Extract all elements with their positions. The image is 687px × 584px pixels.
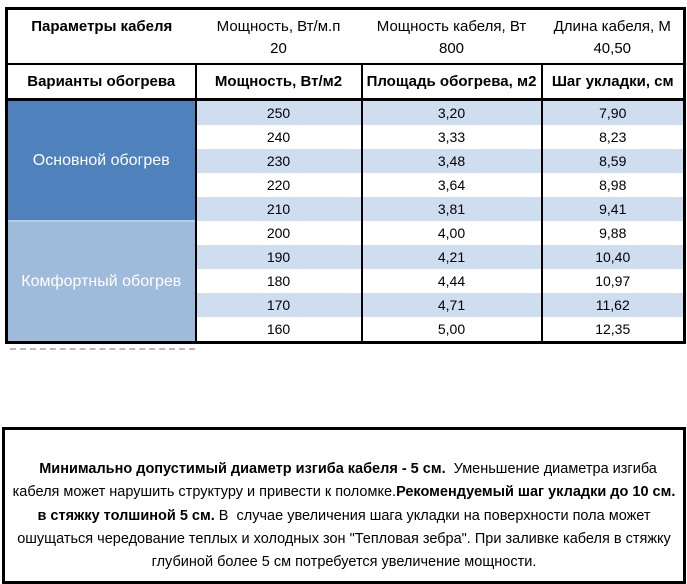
area-cell: 3,81 [362,197,542,221]
param-label-cable-length: Длина кабеля, М [553,18,671,35]
power-cell: 250 [196,100,362,126]
param-value-cable-power: 800 [362,40,542,64]
step-cell: 8,59 [542,149,685,173]
area-cell: 4,00 [362,221,542,245]
param-label-power-per-m: Мощность, Вт/м.п [216,18,341,35]
note-box [2,427,686,584]
note-segment: Уменьшение диаметра изгиба кабеля может нарушить структуру и привести к поломке. [12,461,661,501]
empty-cell [7,40,196,64]
header-power: Мощность, Вт/м2 [196,64,362,100]
step-cell: 7,90 [542,100,685,126]
heating-header-row [7,64,685,100]
table-row [7,100,685,126]
area-cell: 4,71 [362,293,542,317]
heating-body [7,100,685,343]
area-cell: 4,44 [362,269,542,293]
cable-params-title: Параметры кабеля [31,18,173,35]
header-step: Шаг укладки, см [542,64,685,100]
note-bold-segment: Минимально допустимый диаметр изгиба кабеля - 5 см. [39,461,446,478]
power-cell: 190 [196,245,362,269]
area-cell: 3,20 [362,100,542,126]
param-value-cable-length: 40,50 [542,40,685,64]
power-cell: 200 [196,221,362,245]
area-cell: 5,00 [362,317,542,343]
note-text [13,461,680,570]
heating-group-label: Основной обогрев [7,100,196,222]
cable-params-label-row [7,9,685,41]
power-cell: 240 [196,125,362,149]
step-cell: 9,88 [542,221,685,245]
step-cell: 10,40 [542,245,685,269]
area-cell: 3,48 [362,149,542,173]
step-cell: 12,35 [542,317,685,343]
heating-group-label: Комфортный обогрев [7,221,196,343]
table-row [7,221,685,245]
page-break-dashed-line [10,348,195,350]
power-cell: 230 [196,149,362,173]
step-cell: 11,62 [542,293,685,317]
param-label-cable-power: Мощность кабеля, Вт [376,18,527,35]
note-bold-segment: Рекомендуемый шаг укладки до 10 см. в стяжку толшиной 5 см. [37,484,680,524]
header-area: Площадь обогрева, м2 [362,64,542,100]
header-heating-variants: Варианты обогрева [7,64,196,100]
spreadsheet-table-area [5,7,686,344]
param-value-power-per-m: 20 [196,40,362,64]
step-cell: 9,41 [542,197,685,221]
power-cell: 160 [196,317,362,343]
power-cell: 220 [196,173,362,197]
area-cell: 3,33 [362,125,542,149]
step-cell: 10,97 [542,269,685,293]
power-cell: 170 [196,293,362,317]
power-cell: 180 [196,269,362,293]
cable-params-value-row [7,40,685,64]
power-cell: 210 [196,197,362,221]
note-segment: В случае увеличения шага укладки на поверхности пола может ошущаться чередование теплых и холодных зон "Тепловая зебра". При заливке кабеля в стяжку глубиной более 5 см потребуется увеличение мощности. [17,507,675,570]
heating-cable-table [5,7,686,344]
step-cell: 8,98 [542,173,685,197]
step-cell: 8,23 [542,125,685,149]
area-cell: 3,64 [362,173,542,197]
area-cell: 4,21 [362,245,542,269]
